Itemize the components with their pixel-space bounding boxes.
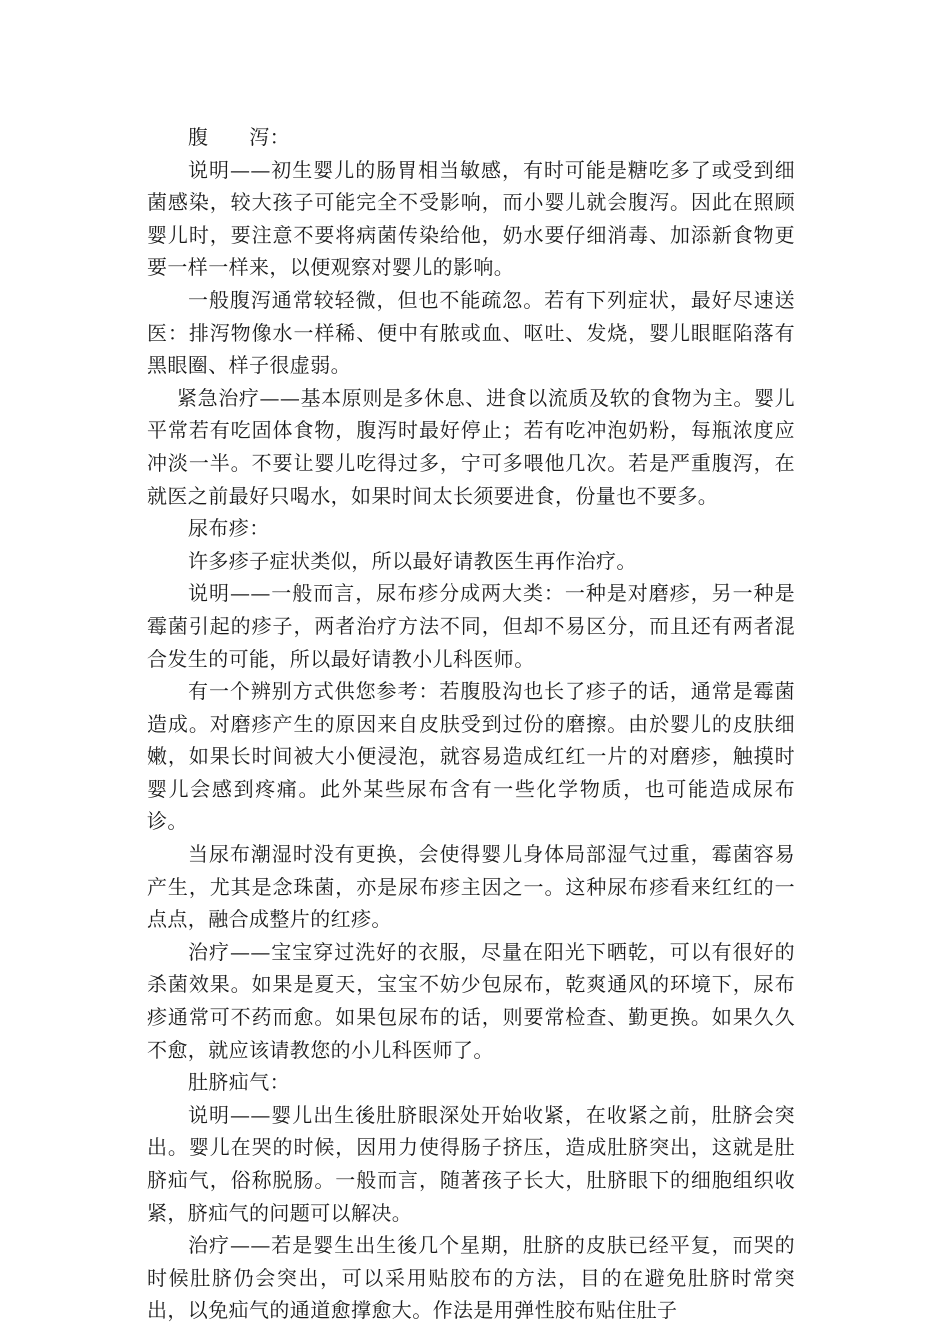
section-heading-umbilical-hernia: 肚脐疝气： (188, 1070, 290, 1095)
paragraph: 说明——初生婴儿的肠胃相当敏感，有时可能是糖吃多了或受到细菌感染，较大孩子可能完全不受影响，而小婴儿就会腹泻。因此在照顾婴儿时，要注意不要将病菌传染给他，奶水要仔细消毒、加添新食物更要一样一样来，以便观察对婴儿的影响。 (147, 157, 795, 280)
paragraph: 许多疹子症状类似，所以最好请教医生再作治疗。 (188, 548, 637, 573)
paragraph: 有一个辨别方式供您参考：若腹股沟也长了疹子的话，通常是霉菌造成。对磨疹产生的原因来自皮肤受到过份的磨擦。由於婴儿的皮肤细嫩，如果长时间被大小便浸泡，就容易造成红红一片的对磨疹，触摸时婴儿会感到疼痛。此外某些尿布含有一些化学物质，也可能造成尿布诊。 (147, 679, 795, 834)
section-heading-diarrhea: 腹 泻： (188, 125, 290, 149)
paragraph: 一般腹泻通常较轻微，但也不能疏忽。若有下列症状，最好尽速送医：排泻物像水一样稀、便中有脓或血、呕吐、发烧，婴儿眼眶陷落有黑眼圈、样子很虚弱。 (147, 287, 795, 378)
paragraph: 紧急治疗——基本原则是多休息、进食以流质及软的食物为主。婴儿平常若有吃固体食物，腹泻时最好停止；若有吃冲泡奶粉，每瓶浓度应冲淡一半。不要让婴儿吃得过多，宁可多喂他几次。若是严重腹泻，在就医之前最好只喝水，如果时间太长须要进食，份量也不要多。 (147, 385, 795, 508)
paragraph: 治疗——宝宝穿过洗好的衣服，尽量在阳光下晒乾，可以有很好的杀菌效果。如果是夏天，宝宝不妨少包尿布，乾爽通风的环境下，尿布疹通常可不药而愈。如果包尿布的话，则要常检查、勤更换。如果久久不愈，就应该请教您的小儿科医师了。 (147, 939, 795, 1062)
paragraph: 治疗——若是婴生出生後几个星期，肚脐的皮肤已经平复，而哭的时候肚脐仍会突出，可以采用贴胶布的方法，目的在避免肚脐时常突出，以免疝气的通道愈撑愈大。作法是用弹性胶布贴住肚子 (147, 1233, 795, 1323)
paragraph: 说明——婴儿出生後肚脐眼深处开始收紧，在收紧之前，肚脐会突出。婴儿在哭的时候，因用力使得肠子挤压，造成肚脐突出，这就是肚脐疝气，俗称脱肠。一般而言，随著孩子长大，肚脐眼下的细胞组织收紧，脐疝气的问题可以解决。 (147, 1102, 795, 1225)
paragraph: 说明——一般而言，尿布疹分成两大类：一种是对磨疹，另一种是霉菌引起的疹子，两者治疗方法不同，但却不易区分，而且还有两者混合发生的可能，所以最好请教小儿科医师。 (147, 581, 795, 671)
paragraph: 当尿布潮湿时没有更换，会使得婴儿身体局部湿气过重，霉菌容易产生，尤其是念珠菌，亦是尿布疹主因之一。这种尿布疹看来红红的一点点，融合成整片的红疹。 (147, 842, 795, 932)
section-heading-diaper-rash: 尿布疹： (188, 516, 270, 541)
document-page (147, 121, 795, 1327)
